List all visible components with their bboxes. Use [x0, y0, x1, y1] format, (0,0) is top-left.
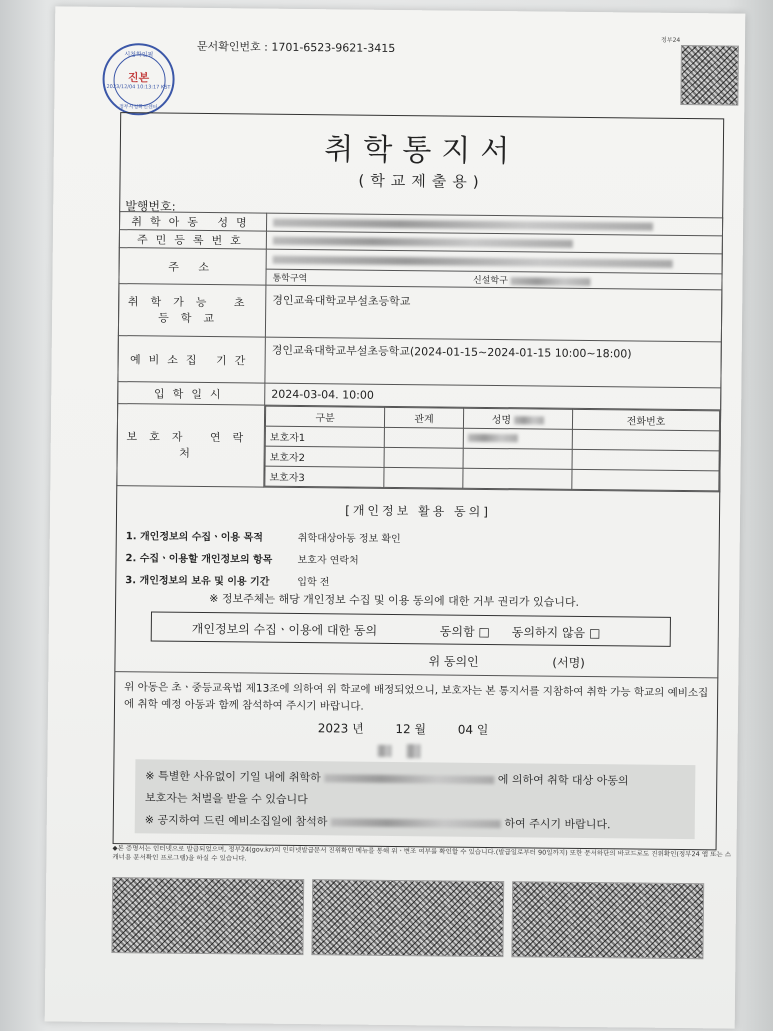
barcode-1	[111, 877, 304, 955]
consent-item-2-label: 2. 수집ㆍ이용할 개인정보의 항목	[125, 553, 273, 566]
document-title: 취학통지서	[324, 132, 520, 170]
date-month: 12 월	[395, 722, 427, 737]
address-label: 주 소	[119, 248, 266, 286]
consent-title: [개인정보 활용 동의]	[345, 503, 491, 520]
gov24-label: 정부24	[660, 36, 681, 44]
guardian-header-type: 구분	[265, 406, 384, 427]
guardian-header-name	[463, 408, 572, 429]
footer-notice: ◆본 증명서는 인터넷으로 발급되었으며, 정부24(gov.kr)의 인터넷발급문서 진위확인 메뉴를 통해 위ㆍ변조 여부를 확인할 수 있습니다.(발급일로부터 90일까지) 또한 문서하단의 바코드로도 진위확인(정부24 앱 또는 스캐너용 문서확인 프로그램)을 하실 수 있습니다.	[112, 844, 732, 863]
agree-checkbox[interactable]: 동의함 □	[439, 624, 490, 639]
redacted-block	[511, 277, 591, 286]
warning-line-2: 보호자는 처벌을 받을 수 있습니다	[144, 791, 308, 807]
consent-box-text: 개인정보의 수집ㆍ이용에 대한 동의	[191, 621, 378, 638]
redacted-block	[273, 237, 573, 248]
redacted-signature	[377, 740, 420, 759]
warning-1-end: 에 의하여 취학 대상 아동의	[497, 773, 629, 788]
notice-paragraph: 위 아동은 초ㆍ중등교육법 제13조에 의하여 위 학교에 배정되었으니, 보호자는 본 통지서를 지참하여 취학 가능 학교의 예비소집에 취학 예정 아동과 함께 참석하여 주시기 바랍니다.	[123, 681, 709, 713]
info-table	[116, 211, 723, 492]
redacted-block	[324, 774, 494, 784]
authenticity-seal	[102, 43, 175, 116]
warning-box	[135, 759, 696, 839]
guardian-row-3: 보호자3	[265, 466, 384, 487]
consent-note: ※ 정보주체는 해당 개인정보 수집 및 이용 동의에 대한 거부 권리가 있습니다.	[209, 592, 580, 609]
seal-top-text: 시청확인필	[124, 51, 154, 59]
guardian-row-1: 보호자1	[265, 426, 384, 447]
redacted-block	[468, 434, 518, 443]
entrance-value: 2024-03-04. 10:00	[265, 383, 721, 410]
warning-1-start: ※ 특별한 사유없이 기일 내에 취학하	[145, 769, 321, 785]
seal-date-text: 2023/12/04 10:13:17 KST	[106, 83, 171, 91]
guardian-header-phone: 전화번호	[572, 409, 719, 431]
qr-code-top	[680, 45, 739, 106]
consent-item-2-value: 보호자 연락처	[297, 554, 359, 567]
barcode-3	[511, 881, 704, 959]
warning-3-start: ※ 공지하여 드린 예비소집일에 참석하	[144, 813, 328, 829]
preliminary-value: 경인교육대학교부설초등학교(2024-01-15~2024-01-15 10:00~18:00)	[265, 337, 721, 388]
consent-item-3-label: 3. 개인정보의 보유 및 이용 기간	[125, 575, 270, 588]
guardian-row-2: 보호자2	[265, 446, 384, 467]
entrance-label: 입학일시	[118, 382, 265, 406]
issue-number-label: 발행번호:	[125, 199, 176, 214]
school-value: 경인교육대학교부설초등학교	[265, 285, 722, 342]
consent-item-2	[125, 549, 359, 567]
redacted-block	[273, 256, 673, 268]
consent-box	[151, 611, 671, 646]
guardian-table	[264, 406, 720, 492]
barcode-2	[311, 879, 504, 957]
date-year: 2023 년	[317, 721, 364, 736]
consent-item-3	[125, 571, 330, 589]
school-label: 취학가능 초등학교	[118, 284, 266, 338]
consent-item-1-label: 1. 개인정보의 수집ㆍ이용 목적	[125, 531, 263, 544]
signer-label: 위 동의인	[428, 654, 479, 669]
date-day: 04 일	[457, 722, 489, 737]
seal-bottom-text: 정부시청확인센터	[118, 104, 158, 111]
signer-line	[428, 652, 585, 671]
apply-label: 신설학구	[472, 275, 508, 287]
warning-3-end: 하여 주시기 바랍니다.	[504, 817, 611, 832]
consent-item-1	[125, 527, 401, 546]
redacted-block	[514, 416, 544, 424]
district-label: 통학구역	[272, 273, 308, 285]
consent-item-1-value: 취학대상아동 정보 확인	[297, 532, 401, 546]
document-subtitle: (학교제출용)	[358, 171, 485, 191]
disagree-checkbox[interactable]: 동의하지 않음 □	[511, 625, 601, 641]
resident-number-label: 주민등록번호	[119, 230, 266, 250]
redacted-block	[407, 744, 421, 758]
sign-label: (서명)	[552, 655, 585, 670]
redacted-block	[331, 818, 501, 828]
child-name-label: 취학아동 성명	[119, 212, 266, 232]
guardian-header-relation: 관계	[384, 407, 463, 428]
consent-item-3-value: 입학 전	[297, 576, 330, 589]
warning-line-3	[145, 809, 685, 837]
redacted-block	[377, 744, 391, 756]
guardian-label: 보호자 연락처	[117, 404, 265, 488]
redacted-block	[273, 219, 653, 231]
document-paper	[45, 6, 746, 1028]
preliminary-label: 예비소집 기간	[118, 336, 265, 384]
guardian-header-name-text: 성명	[491, 415, 512, 427]
issue-date	[318, 719, 489, 738]
guardian-cell	[264, 405, 721, 492]
seal-center-text: 진본	[127, 71, 150, 85]
doc-confirm-number: 문서확인번호 : 1701-6523-9621-3415	[196, 39, 396, 55]
